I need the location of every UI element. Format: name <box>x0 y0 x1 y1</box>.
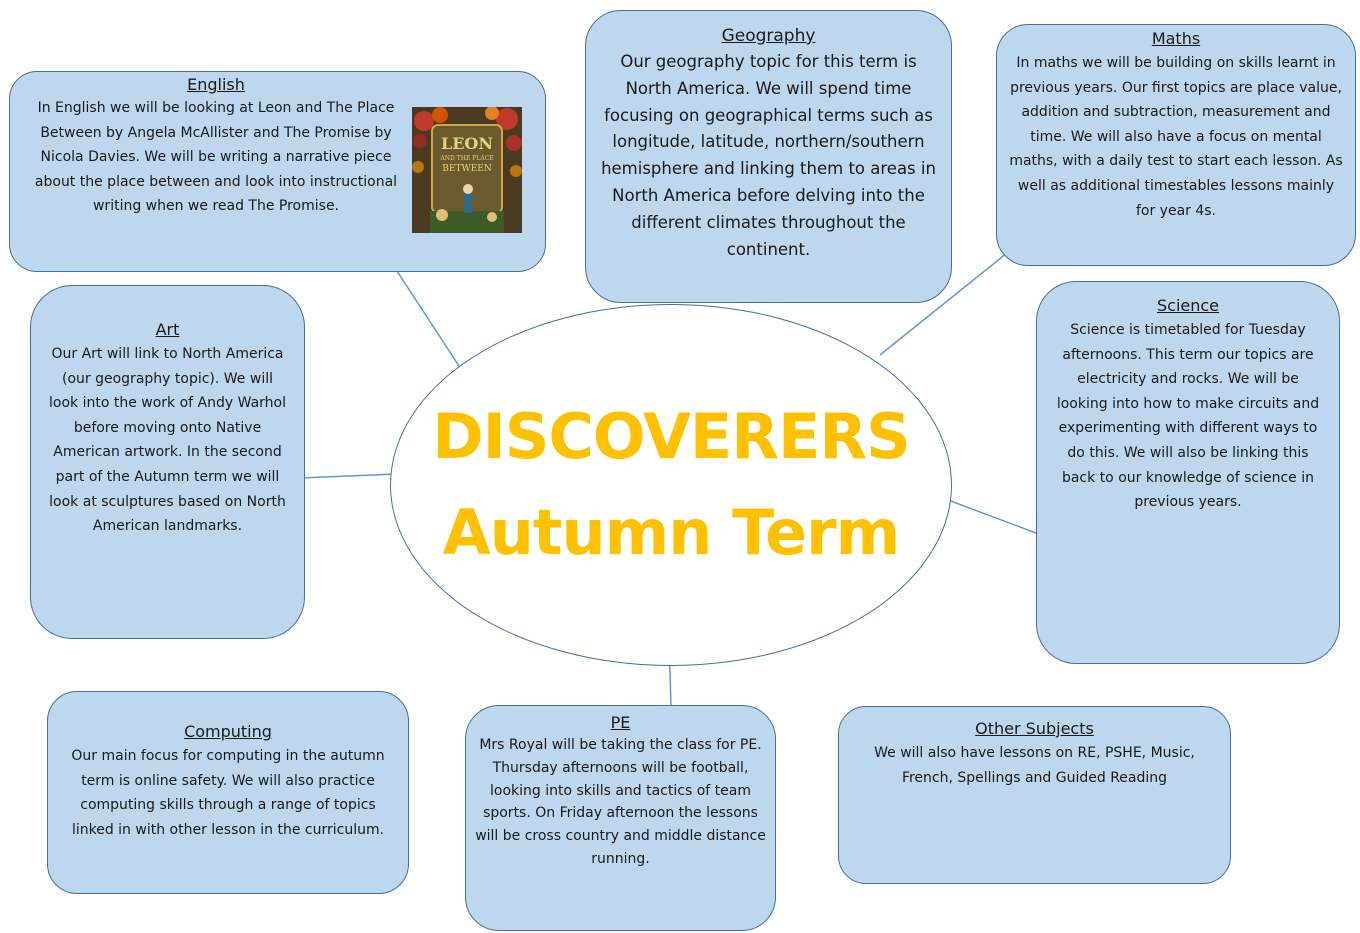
center-title-line1: DISCOVERERS <box>432 400 910 473</box>
art-body: Our Art will link to North America (our geography topic). We will look into the work of Andy Warhol before moving onto Native American artwork. In the second part of the Autumn term we will look at sculptures based on North American landmarks. <box>49 346 286 535</box>
maths-box <box>996 24 1356 266</box>
geography-body: Our geography topic for this term is North America. We will spend time focusing on geographical terms such as longitude, latitude, northern/southern hemisphere and linking them to areas in North America before delving into the different climates throughout the continent. <box>601 52 936 259</box>
book-cover-title-2: AND THE PLACE <box>440 155 494 162</box>
computing-box <box>47 691 409 894</box>
computing-body: Our main focus for computing in the autumn term is online safety. We will also practice computing skills through a range of topics linked in with other lesson in the curriculum. <box>71 748 385 838</box>
book-cover-title-1: LEON <box>440 134 493 153</box>
geography-box <box>585 10 952 303</box>
other-subjects-heading: Other Subjects <box>975 719 1094 738</box>
art-box <box>30 285 305 639</box>
pe-box <box>465 705 776 931</box>
other-subjects-box <box>838 706 1231 884</box>
pe-body: Mrs Royal will be taking the class for PE. Thursday afternoons will be football, looking into skills and tactics of team sports. On Friday afternoon the lessons will be cross country and middle distance running. <box>475 737 766 867</box>
book-cover-title-3: BETWEEN <box>442 164 492 174</box>
geography-heading: Geography <box>721 26 816 46</box>
connector-science <box>948 500 1036 533</box>
center-title <box>390 304 952 666</box>
connector-art <box>300 474 396 478</box>
maths-body: In maths we will be building on skills learnt in previous years. Our first topics are place value, addition and subtraction, measurement and time. We will also have a focus on mental maths, with a daily test to start each lesson. As well as additional timestables lessons mainly for year 4s. <box>1009 55 1343 219</box>
science-body: Science is timetabled for Tuesday afternoons. This term our topics are electricity and rocks. We will be looking into how to make circuits and experimenting with different ways to do this. We will also be linking this back to our knowledge of science in previous years. <box>1056 322 1320 511</box>
english-body: In English we will be looking at Leon and The Place Between by Angela McAllister and The Promise by Nicola Davies. We will be writing a narrative piece about the place between and look into instructional writing when we read The Promise. <box>34 100 398 215</box>
pe-heading: PE <box>610 713 631 732</box>
art-heading: Art <box>155 320 180 339</box>
science-heading: Science <box>1156 296 1220 315</box>
book-cover-image <box>412 107 522 233</box>
science-box <box>1036 281 1340 664</box>
other-subjects-body: We will also have lessons on RE, PSHE, Music, French, Spellings and Guided Reading <box>874 745 1195 786</box>
maths-heading: Maths <box>1151 29 1201 48</box>
english-heading: English <box>187 75 245 94</box>
center-title-line2: Autumn Term <box>442 496 900 569</box>
computing-heading: Computing <box>184 722 272 741</box>
